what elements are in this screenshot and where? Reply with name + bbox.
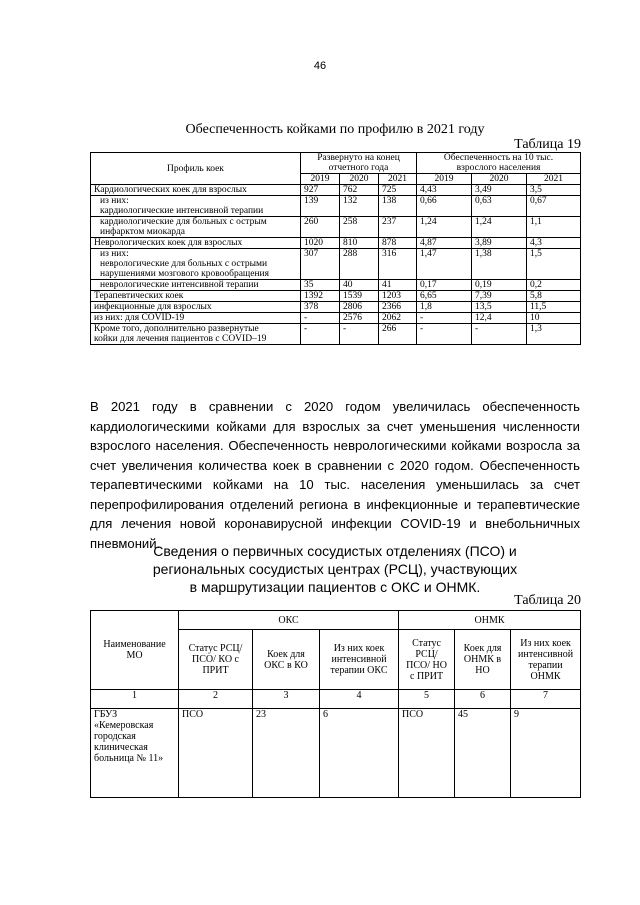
cell: 139 — [301, 196, 340, 217]
table-row — [91, 217, 581, 238]
header-oks-icu-beds: Из них коек интенсивной терапии ОКС — [320, 630, 399, 690]
cell: 1,24 — [417, 217, 472, 238]
cell: 0,17 — [417, 280, 472, 291]
year-header: 2021 — [379, 174, 417, 185]
cell: 9 — [511, 709, 581, 798]
cell: 2806 — [340, 302, 379, 313]
row-label: из них: неврологические для больных с острыми нарушениями мозгового кровообращения — [91, 249, 301, 280]
cell: 23 — [253, 709, 320, 798]
year-header: 2019 — [417, 174, 472, 185]
cell: 4,3 — [527, 238, 581, 249]
table-row — [91, 280, 581, 291]
cell: 3,5 — [527, 185, 581, 196]
cell: - — [340, 324, 379, 345]
cell: 378 — [301, 302, 340, 313]
cell: 1,24 — [472, 217, 527, 238]
cell: 266 — [379, 324, 417, 345]
cell: 1020 — [301, 238, 340, 249]
page-number: 46 — [313, 60, 327, 72]
cell: 260 — [301, 217, 340, 238]
table-row — [91, 249, 581, 280]
header-mo-name: Наименование МО — [91, 611, 179, 690]
cell: 13,5 — [472, 302, 527, 313]
cell: 6,65 — [417, 291, 472, 302]
cell: 0,2 — [527, 280, 581, 291]
row-label: неврологические интенсивной терапии — [91, 280, 301, 291]
column-number: 2 — [179, 690, 253, 709]
bed-supply-table — [90, 152, 581, 345]
cell: 288 — [340, 249, 379, 280]
cell: 258 — [340, 217, 379, 238]
column-number: 3 — [253, 690, 320, 709]
cell: 1,8 — [417, 302, 472, 313]
cell: 725 — [379, 185, 417, 196]
row-label: из них: кардиологические интенсивной терапии — [91, 196, 301, 217]
header-onmk-icu-beds: Из них коек интенсивной терапии ОНМК — [511, 630, 581, 690]
table-row — [91, 313, 581, 324]
table-row — [91, 291, 581, 302]
cell: 1,3 — [527, 324, 581, 345]
cell: 1203 — [379, 291, 417, 302]
cell: 927 — [301, 185, 340, 196]
table-row — [91, 196, 581, 217]
cell: 3,89 — [472, 238, 527, 249]
cell: 762 — [340, 185, 379, 196]
section-title-vascular-centers: Сведения о первичных сосудистых отделениях (ПСО) и региональных сосудистых центрах (РСЦ), участвующих в маршрутизации пациентов с ОКС и ОНМК. — [152, 543, 518, 595]
cell: 3,49 — [472, 185, 527, 196]
cell: 316 — [379, 249, 417, 280]
row-label: кардиологические для больных с острым инфарктом миокарда — [91, 217, 301, 238]
row-label: Кардиологических коек для взрослых — [91, 185, 301, 196]
cell: 7,39 — [472, 291, 527, 302]
header-supply: Обеспеченность на 10 тыс. взрослого населения — [417, 153, 581, 174]
cell: 878 — [379, 238, 417, 249]
cell: 1,5 — [527, 249, 581, 280]
cell: 1392 — [301, 291, 340, 302]
cell: 2366 — [379, 302, 417, 313]
cell: 1,1 — [527, 217, 581, 238]
table-row — [91, 238, 581, 249]
header-onmk-status: Статус РСЦ/ ПСО/ НО с ПРИТ — [399, 630, 455, 690]
header-deployed: Развернуто на конец отчетного года — [301, 153, 417, 174]
year-header: 2020 — [472, 174, 527, 185]
table-row — [91, 324, 581, 345]
column-number: 5 — [399, 690, 455, 709]
table-row — [91, 709, 581, 798]
header-oks-beds: Коек для ОКС в КО — [253, 630, 320, 690]
cell: 307 — [301, 249, 340, 280]
cell: 11,5 — [527, 302, 581, 313]
cell: 41 — [379, 280, 417, 291]
year-header: 2021 — [527, 174, 581, 185]
header-profile: Профиль коек — [91, 153, 301, 185]
cell: 0,66 — [417, 196, 472, 217]
cell: 45 — [455, 709, 511, 798]
table-row — [91, 302, 581, 313]
cell: 4,87 — [417, 238, 472, 249]
cell: 138 — [379, 196, 417, 217]
year-header: 2020 — [340, 174, 379, 185]
row-label: из них: для COVID-19 — [91, 313, 301, 324]
cell: 1539 — [340, 291, 379, 302]
column-number: 7 — [511, 690, 581, 709]
table20-label: Таблица 20 — [514, 593, 581, 608]
cell: - — [301, 324, 340, 345]
table-row — [91, 185, 581, 196]
column-number: 1 — [91, 690, 179, 709]
header-onmk-beds: Коек для ОНМК в НО — [455, 630, 511, 690]
cell: 10 — [527, 313, 581, 324]
cell: 1,47 — [417, 249, 472, 280]
cell: 6 — [320, 709, 399, 798]
analysis-paragraph: В 2021 году в сравнении с 2020 годом увеличилась обеспеченность кардиологическими койками для взрослых за счет уменьшения численности взрослого населения. Обеспеченность неврологическими койками возросла за счет увеличения количества коек в сравнении с 2020 годом. Обеспеченность терапевтическими койками на 10 тыс. населения уменьшилась за счет перепрофилирования отделений региона в инфекционные и терапевтические для лечения новой коронавирусной инфекции COVID-19 и внебольничных пневмоний. — [90, 399, 580, 551]
cell: 810 — [340, 238, 379, 249]
row-label: Неврологических коек для взрослых — [91, 238, 301, 249]
cell: 132 — [340, 196, 379, 217]
cell: 4,43 — [417, 185, 472, 196]
cell: 35 — [301, 280, 340, 291]
column-number: 6 — [455, 690, 511, 709]
cell: 5,8 — [527, 291, 581, 302]
cell: - — [417, 313, 472, 324]
cell: 2576 — [340, 313, 379, 324]
cell: 2062 — [379, 313, 417, 324]
cell: 40 — [340, 280, 379, 291]
row-label: Терапевтических коек — [91, 291, 301, 302]
cell: 0,67 — [527, 196, 581, 217]
cell: 0,63 — [472, 196, 527, 217]
section-title-bed-supply: Обеспеченность койками по профилю в 2021 году — [185, 122, 485, 137]
row-label: Кроме того, дополнительно развернутые койки для лечения пациентов с COVID–19 — [91, 324, 301, 345]
cell: 1,38 — [472, 249, 527, 280]
table19-label: Таблица 19 — [514, 137, 581, 152]
cell: 237 — [379, 217, 417, 238]
cell: ПСО — [179, 709, 253, 798]
cell: - — [301, 313, 340, 324]
vascular-centers-table — [90, 610, 581, 798]
cell: - — [417, 324, 472, 345]
cell: ПСО — [399, 709, 455, 798]
row-label: инфекционные для взрослых — [91, 302, 301, 313]
cell: 12,4 — [472, 313, 527, 324]
cell: - — [472, 324, 527, 345]
header-oks: ОКС — [179, 611, 399, 630]
header-oks-status: Статус РСЦ/ ПСО/ КО с ПРИТ — [179, 630, 253, 690]
year-header: 2019 — [301, 174, 340, 185]
mo-name: ГБУЗ «Кемеровская городская клиническая больница № 11» — [91, 709, 179, 798]
cell: 0,19 — [472, 280, 527, 291]
column-number: 4 — [320, 690, 399, 709]
header-onmk: ОНМК — [399, 611, 581, 630]
